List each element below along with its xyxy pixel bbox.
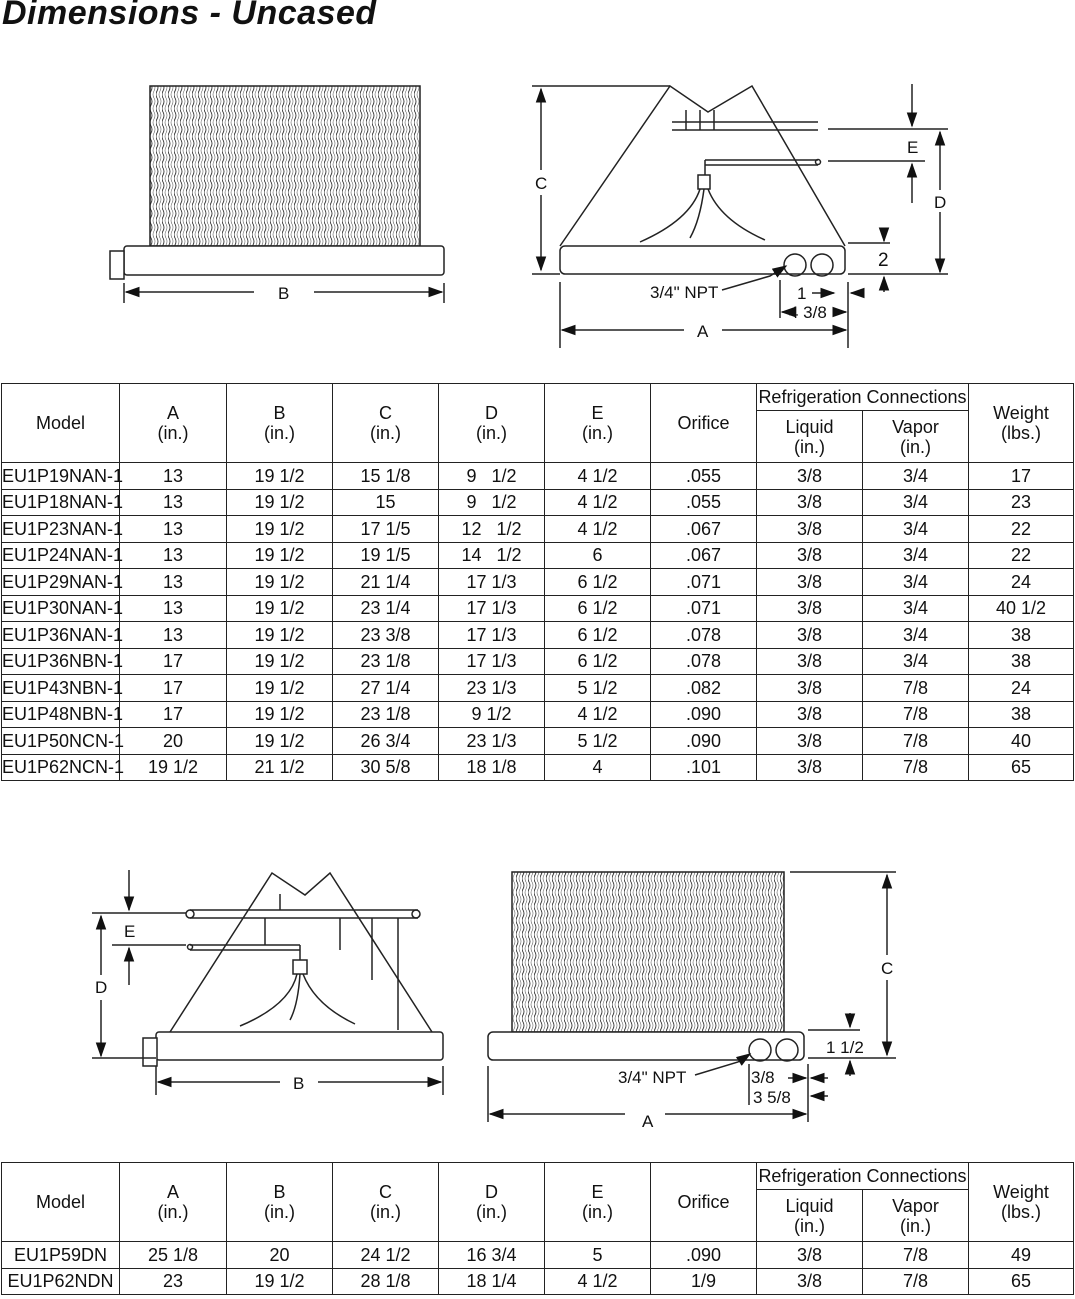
col-header-model: Model (2, 1163, 120, 1242)
value-cell: 19 1/2 (227, 701, 333, 728)
dim-label-npt: 3/4" NPT (650, 283, 719, 302)
value-cell: 24 (969, 569, 1074, 596)
value-cell: 19 1/2 (227, 516, 333, 543)
value-cell: 24 (969, 675, 1074, 702)
model-cell: EU1P50NCN-1 (2, 728, 120, 755)
value-cell: 30 5/8 (333, 754, 439, 781)
coil-fins (512, 872, 784, 1032)
col-header-e-letter: E (591, 403, 604, 423)
value-cell: 38 (969, 701, 1074, 728)
value-cell: 17 (120, 675, 227, 702)
dim-label-npt: 3/4" NPT (618, 1068, 687, 1087)
value-cell: .090 (651, 1242, 757, 1269)
value-cell: 19 1/2 (227, 569, 333, 596)
dim-label-4-3-8: 4 3/8 (789, 303, 827, 322)
value-cell: 24 1/2 (333, 1242, 439, 1269)
dim-label-c: C (881, 959, 894, 978)
value-cell: 3/8 (757, 463, 863, 490)
value-cell: 23 1/3 (439, 728, 545, 755)
value-cell: 19 1/2 (227, 463, 333, 490)
table-row (2, 1242, 1074, 1269)
value-cell: 25 1/8 (120, 1242, 227, 1269)
col-header-b (227, 1163, 333, 1242)
model-cell: EU1P24NAN-1 (2, 542, 120, 569)
value-cell: 19 1/2 (227, 648, 333, 675)
value-cell: 3/8 (757, 754, 863, 781)
col-header-weight (969, 1163, 1074, 1242)
value-cell: 13 (120, 463, 227, 490)
value-cell: 9 1/2 (439, 701, 545, 728)
value-cell: 3/4 (863, 622, 969, 649)
value-cell: 3/4 (863, 595, 969, 622)
page-title: Dimensions - Uncased (2, 0, 377, 32)
value-cell: 20 (227, 1242, 333, 1269)
col-header-liquid-unit: (in.) (794, 436, 825, 457)
value-cell: 6 (545, 542, 651, 569)
value-cell: 23 3/8 (333, 622, 439, 649)
value-cell: .067 (651, 542, 757, 569)
value-cell: 13 (120, 516, 227, 543)
value-cell: 3/8 (757, 489, 863, 516)
model-cell: EU1P62NCN-1 (2, 754, 120, 781)
value-cell: 3/8 (757, 701, 863, 728)
value-cell: 18 1/4 (439, 1268, 545, 1295)
model-cell: EU1P19NAN-1 (2, 463, 120, 490)
col-header-weight-label: Weight (993, 403, 1049, 423)
col-header-orifice: Orifice (651, 1163, 757, 1242)
value-cell: 23 1/8 (333, 648, 439, 675)
value-cell: .090 (651, 728, 757, 755)
value-cell: 17 1/3 (439, 595, 545, 622)
value-cell: .055 (651, 489, 757, 516)
dim-label-a: A (697, 322, 709, 341)
col-header-b-letter: B (273, 403, 286, 423)
dim-label-e: E (907, 138, 919, 157)
value-cell: 4 1/2 (545, 489, 651, 516)
value-cell: 40 (969, 728, 1074, 755)
value-cell: 15 1/8 (333, 463, 439, 490)
dim-label-3-8: 3/8 (751, 1068, 775, 1087)
value-cell: 23 1/3 (439, 675, 545, 702)
col-header-vapor-label: Vapor (892, 1195, 939, 1216)
col-header-d (439, 1163, 545, 1242)
value-cell: .082 (651, 675, 757, 702)
model-cell: EU1P43NBN-1 (2, 675, 120, 702)
value-cell: 3/8 (757, 569, 863, 596)
col-header-c-unit: (in.) (370, 1202, 401, 1222)
value-cell: 23 (120, 1268, 227, 1295)
dim-label-e: E (124, 922, 136, 941)
value-cell: 7/8 (863, 701, 969, 728)
value-cell: 3/4 (863, 489, 969, 516)
value-cell: 13 (120, 489, 227, 516)
value-cell: 4 1/2 (545, 516, 651, 543)
value-cell: 6 1/2 (545, 595, 651, 622)
value-cell: 19 1/2 (227, 728, 333, 755)
dim-label-d: D (95, 978, 108, 997)
value-cell: 9 1/2 (439, 489, 545, 516)
value-cell: 19 1/2 (227, 1268, 333, 1295)
model-cell: EU1P30NAN-1 (2, 595, 120, 622)
value-cell: .067 (651, 516, 757, 543)
value-cell: 7/8 (863, 728, 969, 755)
dim-label-2: 2 (878, 250, 889, 271)
drain-pan (488, 1032, 804, 1060)
value-cell: 3/4 (863, 542, 969, 569)
value-cell: 65 (969, 754, 1074, 781)
value-cell: 13 (120, 542, 227, 569)
col-header-c-letter: C (379, 1182, 392, 1202)
value-cell: 19 1/2 (227, 595, 333, 622)
value-cell: 22 (969, 516, 1074, 543)
value-cell: 3/8 (757, 622, 863, 649)
dim-label-1: 1 (797, 284, 807, 303)
value-cell: 4 1/2 (545, 701, 651, 728)
value-cell: 3/8 (757, 542, 863, 569)
value-cell: 22 (969, 542, 1074, 569)
col-header-e-unit: (in.) (582, 423, 613, 443)
value-cell: 21 1/4 (333, 569, 439, 596)
value-cell: 17 1/3 (439, 622, 545, 649)
model-cell: EU1P62NDN (2, 1268, 120, 1295)
col-header-b-unit: (in.) (264, 1202, 295, 1222)
value-cell: .078 (651, 622, 757, 649)
col-header-liquid-label: Liquid (785, 416, 834, 437)
col-header-liquid-label: Liquid (785, 1195, 834, 1216)
value-cell: 13 (120, 595, 227, 622)
value-cell: 19 1/2 (120, 754, 227, 781)
col-header-d-unit: (in.) (476, 423, 507, 443)
value-cell: 1/9 (651, 1268, 757, 1295)
col-header-weight-unit: (lbs.) (1001, 1202, 1041, 1222)
col-header-vapor-label: Vapor (892, 416, 939, 437)
value-cell: .071 (651, 569, 757, 596)
value-cell: 6 1/2 (545, 648, 651, 675)
value-cell: 15 (333, 489, 439, 516)
col-header-b-unit: (in.) (264, 423, 295, 443)
value-cell: 20 (120, 728, 227, 755)
col-header-a-letter: A (166, 1182, 179, 1202)
value-cell: 28 1/8 (333, 1268, 439, 1295)
model-cell: EU1P59DN (2, 1242, 120, 1269)
value-cell: 6 1/2 (545, 622, 651, 649)
value-cell: 3/8 (757, 728, 863, 755)
model-cell: EU1P29NAN-1 (2, 569, 120, 596)
value-cell: 3/4 (863, 516, 969, 543)
model-cell: EU1P18NAN-1 (2, 489, 120, 516)
col-header-a-unit: (in.) (157, 1202, 189, 1222)
value-cell: 5 1/2 (545, 728, 651, 755)
value-cell: 7/8 (863, 675, 969, 702)
value-cell: 9 1/2 (439, 463, 545, 490)
value-cell: 3/8 (757, 648, 863, 675)
value-cell: 4 1/2 (545, 1268, 651, 1295)
table-2-body (2, 1242, 1074, 1295)
model-cell: EU1P48NBN-1 (2, 701, 120, 728)
value-cell: 19 1/5 (333, 542, 439, 569)
value-cell: 7/8 (863, 754, 969, 781)
dim-label-3-5-8: 3 5/8 (753, 1088, 791, 1107)
col-header-orifice: Orifice (651, 384, 757, 463)
col-header-e (545, 1163, 651, 1242)
value-cell: 3/8 (757, 516, 863, 543)
value-cell: 38 (969, 648, 1074, 675)
col-header-refrigeration: Refrigeration Connections (757, 1163, 969, 1190)
col-header-d-unit: (in.) (476, 1202, 507, 1222)
value-cell: 27 1/4 (333, 675, 439, 702)
dim-label-1-1-2: 1 1/2 (826, 1038, 864, 1057)
dim-label-c: C (535, 174, 548, 193)
value-cell: 7/8 (863, 1242, 969, 1269)
value-cell: .071 (651, 595, 757, 622)
value-cell: 23 1/8 (333, 701, 439, 728)
value-cell: 16 3/4 (439, 1242, 545, 1269)
col-header-c-letter: C (379, 403, 392, 423)
value-cell: 40 1/2 (969, 595, 1074, 622)
value-cell: 19 1/2 (227, 489, 333, 516)
value-cell: 3/8 (757, 1242, 863, 1269)
col-header-d-letter: D (485, 403, 498, 423)
col-header-liquid (757, 1190, 863, 1242)
value-cell: 12 1/2 (439, 516, 545, 543)
value-cell: 38 (969, 622, 1074, 649)
col-header-vapor (863, 1190, 969, 1242)
table-row (2, 1268, 1074, 1295)
col-header-a-unit: (in.) (157, 423, 189, 443)
dim-label-a: A (642, 1112, 654, 1131)
model-cell: EU1P23NAN-1 (2, 516, 120, 543)
value-cell: 4 1/2 (545, 463, 651, 490)
value-cell: 18 1/8 (439, 754, 545, 781)
value-cell: .090 (651, 701, 757, 728)
model-cell: EU1P36NAN-1 (2, 622, 120, 649)
value-cell: .101 (651, 754, 757, 781)
value-cell: 13 (120, 622, 227, 649)
col-header-model: Model (2, 384, 120, 463)
value-cell: 13 (120, 569, 227, 596)
value-cell: 19 1/2 (227, 622, 333, 649)
value-cell: 4 (545, 754, 651, 781)
value-cell: 49 (969, 1242, 1074, 1269)
col-header-weight-label: Weight (993, 1182, 1049, 1202)
dim-label-b: B (293, 1074, 305, 1093)
col-header-c (333, 1163, 439, 1242)
col-header-vapor-unit: (in.) (900, 436, 931, 457)
dimensions-table-2 (1, 1162, 1074, 1295)
col-header-c-unit: (in.) (370, 423, 401, 443)
value-cell: .078 (651, 648, 757, 675)
value-cell: 17 (969, 463, 1074, 490)
value-cell: 19 1/2 (227, 675, 333, 702)
value-cell: 14 1/2 (439, 542, 545, 569)
col-header-refrigeration: Refrigeration Connections (757, 384, 969, 411)
value-cell: 65 (969, 1268, 1074, 1295)
col-header-b-letter: B (273, 1182, 286, 1202)
col-header-a-letter: A (166, 403, 179, 423)
col-header-weight-unit: (lbs.) (1001, 423, 1041, 443)
value-cell: 3/8 (757, 595, 863, 622)
col-header-liquid-unit: (in.) (794, 1215, 825, 1236)
value-cell: .055 (651, 463, 757, 490)
col-header-a (120, 1163, 227, 1242)
value-cell: 3/8 (757, 675, 863, 702)
col-header-d-letter: D (485, 1182, 498, 1202)
dim-label-d: D (934, 193, 947, 212)
value-cell: 3/4 (863, 648, 969, 675)
value-cell: 3/4 (863, 463, 969, 490)
value-cell: 23 1/4 (333, 595, 439, 622)
value-cell: 6 1/2 (545, 569, 651, 596)
value-cell: 17 1/5 (333, 516, 439, 543)
value-cell: 17 1/3 (439, 648, 545, 675)
value-cell: 3/8 (757, 1268, 863, 1295)
value-cell: 3/4 (863, 569, 969, 596)
model-cell: EU1P36NBN-1 (2, 648, 120, 675)
value-cell: 7/8 (863, 1268, 969, 1295)
dim-label-b: B (278, 284, 290, 303)
value-cell: 21 1/2 (227, 754, 333, 781)
col-header-vapor-unit: (in.) (900, 1215, 931, 1236)
col-header-e-letter: E (591, 1182, 604, 1202)
value-cell: 17 (120, 648, 227, 675)
value-cell: 17 1/3 (439, 569, 545, 596)
value-cell: 19 1/2 (227, 542, 333, 569)
value-cell: 17 (120, 701, 227, 728)
value-cell: 23 (969, 489, 1074, 516)
value-cell: 5 (545, 1242, 651, 1269)
col-header-e-unit: (in.) (582, 1202, 613, 1222)
value-cell: 26 3/4 (333, 728, 439, 755)
value-cell: 5 1/2 (545, 675, 651, 702)
